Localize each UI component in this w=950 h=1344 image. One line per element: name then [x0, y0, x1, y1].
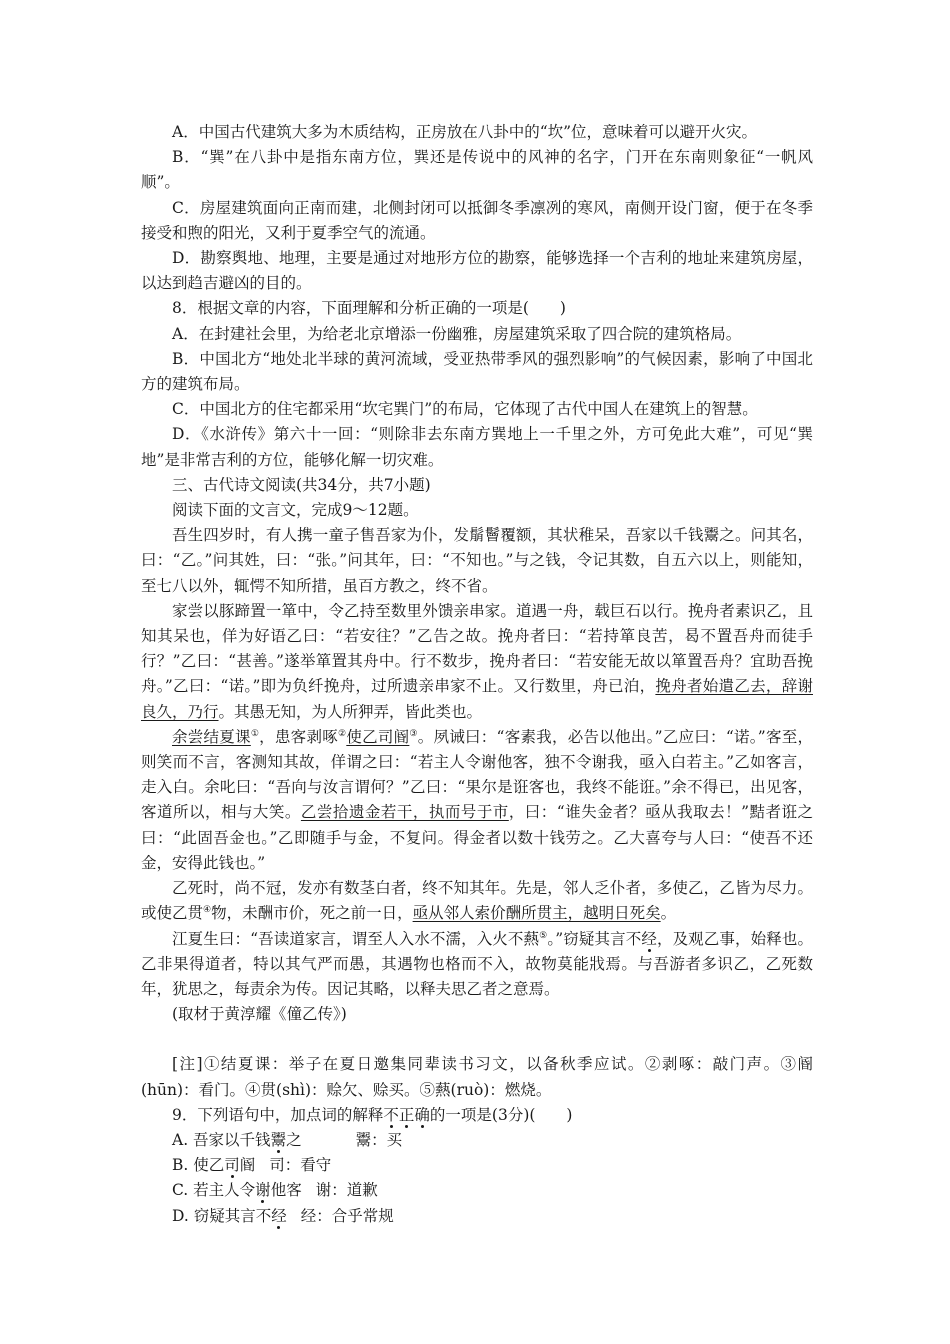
dotted-word: 经 [641, 929, 657, 948]
option-text: 阍 [239, 1156, 256, 1175]
underlined-sentence: 乙尝拾遗金若干，执而号于市 [300, 803, 509, 822]
passage-text: 。夙诫曰：“客素我，必告以他出。”乙应曰：“诺。”客至，则笑而不言，客测知其故，佯谓之曰：“若主人令谢他客，独不令谢我，亟入白若主。”乙如客言，走入白。余叱曰：“吾向与汝言谓何？”乙曰：“果尔是诳客也，我终不能诳。”余不得已，出见客，客道所以，相与大笑。 [141, 727, 813, 822]
passage-text: 物，未酬市价，死之前一日， [211, 904, 413, 923]
q9-stem [141, 1103, 813, 1128]
passage-text: 乙死时，尚不冠，发亦有数茎白者，终不知其年。先是，邻人乏仆者，多使乙，乙皆为尽力。或使乙贯 [141, 879, 813, 923]
dotted-word: 鬻 [270, 1130, 287, 1149]
underlined-phrase: 使乙司阍 [346, 727, 410, 746]
document-page [141, 120, 813, 1229]
dotted-word: 经 [271, 1206, 287, 1225]
passage-text: 江夏生曰：“吾读道家言，谓至人入水不濡，入火不爇 [172, 929, 540, 948]
q7-option-b: B．“巽”在八卦中是指东南方位，巽还是传说中的风神的名字，门开在东南则象征“一帆风顺”。 [141, 148, 813, 192]
q8-option-c: C．中国北方的住宅都采用“坎宅巽门”的布局，它体现了古代中国人在建筑上的智慧。 [172, 400, 758, 419]
passage-text: 。”窃疑其言不 [547, 929, 642, 948]
q9-stem-text: 的一项是(3分)( ) [429, 1105, 573, 1124]
dotted-char: 不 [383, 1105, 399, 1124]
option-text: A. 吾家以千钱 [172, 1130, 271, 1149]
q8-option-a: A．在封建社会里，为给老北京增添一份幽雅，房屋建筑采取了四合院的建筑格局。 [172, 324, 742, 343]
note-marker: ⑤ [539, 930, 548, 941]
option-text: 他客 [270, 1181, 302, 1200]
q7-option-d: D．勘察舆地、地理，主要是通过对地形方位的勘察，能够选择一个吉利的地址来建筑房屋，以达到趋吉避凶的目的。 [141, 249, 813, 293]
option-text: D. 窃疑其言不 [172, 1206, 272, 1225]
underlined-sentence: 挽舟者始遣乙去，辞谢良久，乃行 [141, 677, 813, 721]
passage-text: ，患客剥啄 [259, 727, 338, 746]
note-marker: ④ [203, 905, 212, 916]
option-text: 之 [286, 1130, 302, 1149]
dotted-word: 谢 [255, 1181, 271, 1200]
passage-text: ，及观乙事，始释也。乙非果得道者，特以其气严而愚，其遇物也格而不入，故物莫能戕焉。与吾游者多识乙，乙死数年，犹思之，每责余为传。因记其略，以释夫思乙者之意焉。 [141, 929, 813, 998]
note-marker: ③ [409, 728, 418, 739]
q7-option-c: C．房屋建筑面向正南而建，北侧封闭可以抵御冬季凛冽的寒风，南侧开设门窗，便于在冬季接受和煦的阳光，又利于夏季空气的流通。 [141, 198, 813, 242]
section-heading: 三、古代诗文阅读(共34分，共7小题) [172, 475, 431, 494]
q9-option-c [141, 1178, 813, 1203]
q7-option-a: A．中国古代建筑大多为木质结构，正房放在八卦中的“坎”位，意味着可以避开火灾。 [172, 123, 758, 141]
section-instruction: 阅读下面的文言文，完成9～12题。 [172, 501, 419, 520]
q8-option-b: B．中国北方“地处北半球的黄河流域，受亚热带季风的强烈影响”的气候因素，影响了中国北方的建筑布局。 [141, 349, 813, 394]
passage-text: 。其愚无知，为人所狎弄，皆此类也。 [218, 702, 483, 721]
spacer [141, 1027, 813, 1052]
q9-option-d [141, 1204, 813, 1229]
q8-stem: 8．根据文章的内容，下面理解和分析正确的一项是( ) [172, 299, 566, 318]
passage-text: 。 [660, 904, 677, 923]
dotted-char: 正 [398, 1105, 415, 1124]
dotted-char: 确 [414, 1105, 430, 1124]
q8-option-d: D．《水浒传》第六十一回：“则除非去东南方巽地上一千里之外，方可免此大难”，可见“巽地”是非常吉利的方位，能够化解一切灾难。 [141, 425, 813, 469]
passage-paragraph-3 [141, 725, 813, 876]
passage-source: (取材于黄淳耀《僮乙传》) [172, 1005, 347, 1024]
option-text: B. 使乙 [172, 1156, 225, 1175]
passage-text: 家尝以豚蹄置一箪中，令乙持至数里外馈亲串家。道遇一舟，载巨石以行。挽舟者素识乙，且知其呆也，佯为好语乙曰：“若安往？”乙告之故。挽舟者曰：“若持箪良苦，曷不置吾舟而徒手行？”乙曰：“甚善。”遂举箪置其舟中。行不数步，挽舟者曰：“若安能无故以箪置吾舟？宜助吾挽舟。”乙曰：“诺。”即为负纤挽舟，过所遗亲串家不止。又行数里，舟已泊， [141, 601, 813, 696]
dotted-word: 司 [224, 1156, 240, 1175]
option-gloss: 鬻：买 [355, 1130, 403, 1149]
option-gloss: 司：看守 [269, 1156, 332, 1175]
note-marker: ② [337, 728, 347, 739]
passage-paragraph-4 [141, 876, 813, 926]
q9-option-b [141, 1153, 813, 1178]
note-marker: ① [250, 728, 260, 739]
underlined-sentence: 亟从邻人索价酬所贯主，越明日死矣 [412, 904, 661, 923]
passage-paragraph-1: 吾生四岁时，有人携一童子售吾家为仆，发鬅鬙覆额，其状稚呆，吾家以千钱鬻之。问其名，曰：“乙。”问其姓，曰：“张。”问其年，曰：“不知也。”与之钱，令记其数，自五六以上，则能知，至七八以外，辄愕不知所措，虽百方教之，终不省。 [141, 526, 813, 595]
passage-text: ，曰：“谁失金者？亟从我取去！”黠者诳之曰：“此固吾金也。”乙即随手与金，不复问。得金者以数十钱劳之。乙大喜夸与人曰：“使吾不还金，安得此钱也。” [141, 803, 813, 872]
underlined-phrase: 余尝结夏课 [172, 727, 251, 746]
option-gloss: 谢：道歉 [315, 1181, 378, 1200]
passage-paragraph-5 [141, 927, 813, 1003]
q9-option-a [141, 1128, 813, 1153]
option-text: C. 若主人令 [172, 1181, 256, 1200]
q9-stem-text: 9．下列语句中，加点词的解释 [172, 1105, 384, 1124]
option-gloss: 经：合乎常规 [300, 1206, 394, 1225]
passage-paragraph-2 [141, 599, 813, 725]
footnotes: [注]①结夏课：举子在夏日邀集同辈读书习文，以备秋季应试。②剥啄：敲门声。③阍(hūn)：看门。④贯(shì)：赊欠、赊买。⑤爇(ruò)：燃烧。 [141, 1055, 813, 1099]
